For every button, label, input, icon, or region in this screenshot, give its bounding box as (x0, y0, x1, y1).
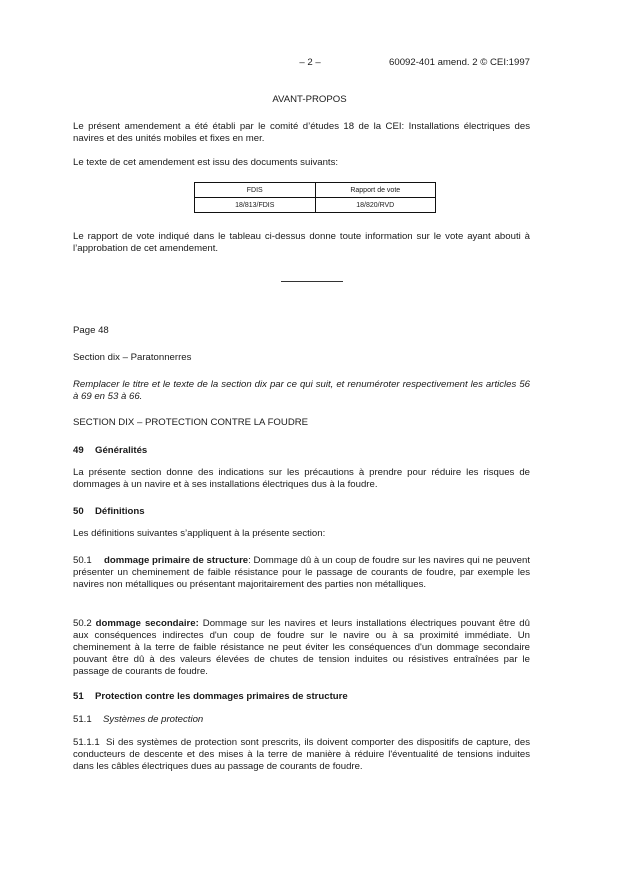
heading-number: 51 (73, 691, 84, 702)
defined-term: dommage primaire de structure (104, 555, 249, 566)
heading-51-1 (73, 714, 530, 726)
heading-number: 50 (73, 506, 84, 517)
table-header: Rapport de vote (315, 183, 436, 198)
page-number: – 2 – (299, 57, 321, 68)
clause-number: 50.1 (73, 555, 92, 566)
foreword-title: AVANT-PROPOS (272, 94, 347, 105)
definition-50-1 (73, 555, 530, 591)
heading-number: 51.1 (73, 714, 92, 725)
clause-number: 50.2 (73, 618, 92, 629)
heading-text: Généralités (95, 445, 148, 456)
heading-51 (73, 691, 530, 703)
heading-number: 49 (73, 445, 84, 456)
table-cell: 18/813/FDIS (195, 198, 316, 213)
heading-49 (73, 445, 530, 457)
table-header-row (195, 183, 436, 198)
separator-rule (281, 281, 343, 282)
foreword-paragraph-3: Le rapport de vote indiqué dans le tableau ci-dessus donne toute information sur le vote ayant abouti à l’approbation de cet amendement. (73, 231, 530, 254)
foreword-paragraph-1: Le présent amendement a été établi par le comité d’études 18 de la CEI: Installations électriques des navires et des unités mobiles et fixes en mer. (73, 121, 530, 144)
definition-text: : Dommage dû à un coup de foudre sur les navires qui ne peuvent présenter un cheminement de faible résistance pour le passage de courants de foudre, par exemple les navires non métalliques ou présentant majoritairement des parties non métalliques. (73, 555, 530, 590)
definition-50-2 (73, 618, 530, 678)
page-reference: Page 48 (73, 325, 109, 336)
defined-term: dommage secondaire: (95, 618, 199, 629)
documents-table (194, 182, 436, 213)
clause-51-1-1 (73, 737, 530, 773)
section-title: SECTION DIX – PROTECTION CONTRE LA FOUDRE (73, 417, 309, 428)
table-header: FDIS (195, 183, 316, 198)
heading-text: Protection contre les dommages primaires de structure (95, 691, 348, 702)
heading-text: Systèmes de protection (103, 714, 204, 725)
paragraph-50: Les définitions suivantes s’appliquent à la présente section: (73, 528, 326, 539)
clause-number: 51.1.1 (73, 737, 100, 748)
paragraph-49: La présente section donne des indications sur les précautions à prendre pour réduire les risques de dommages à un navire et à ses installations électriques dus à la foudre. (73, 467, 530, 490)
document-reference: 60092-401 amend. 2 © CEI:1997 (389, 57, 530, 68)
heading-text: Définitions (95, 506, 145, 517)
table-row (195, 198, 436, 213)
instruction-text: Remplacer le titre et le texte de la section dix par ce qui suit, et renuméroter respectivement les articles 56 à 69 en 53 à 66. (73, 379, 530, 402)
definition-text: Dommage sur les navires et leurs installations électriques pouvant être dû aux conséquences indirectes d'un coup de foudre sur le navire ou à sa proximité immédiate. Un cheminement à la terre de faible résistance ne peut éviter les conséquences d'un dommage secondaire pouvant être dû à des valeurs élevées de chutes de tension induites ou résistives entraînées par le passage de courants de foudre. (73, 618, 530, 677)
foreword-paragraph-2: Le texte de cet amendement est issu des documents suivants: (73, 157, 339, 168)
section-reference: Section dix – Paratonnerres (73, 352, 192, 363)
heading-50 (73, 506, 530, 518)
table-cell: 18/820/RVD (315, 198, 436, 213)
clause-text: Si des systèmes de protection sont prescrits, ils doivent comporter des dispositifs de capture, des conducteurs de descente et des mises à la terre de manière à réduire l'éventualité de tensions induites dans les câbles électriques dues au passage de courants de foudre. (73, 737, 530, 772)
